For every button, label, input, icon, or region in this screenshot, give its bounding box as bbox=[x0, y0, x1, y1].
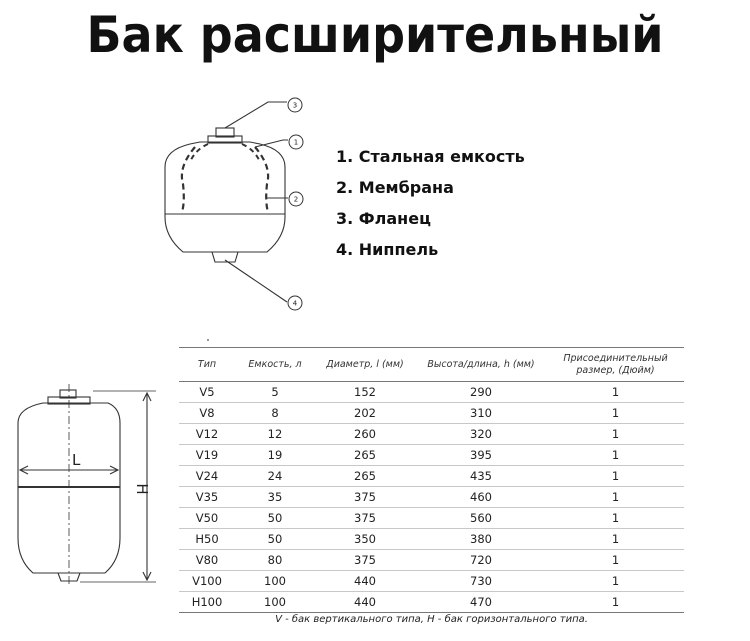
parts-legend bbox=[336, 146, 525, 270]
cell-height: 560 bbox=[415, 508, 547, 529]
cell-height: 380 bbox=[415, 529, 547, 550]
cell-connection: 1 bbox=[547, 592, 684, 613]
cell-height: 320 bbox=[415, 424, 547, 445]
callout-2: 2 bbox=[293, 195, 299, 204]
table-footnote: V - бак вертикального типа, H - бак горизонтального типа. bbox=[275, 614, 588, 625]
cell-height: 435 bbox=[415, 466, 547, 487]
cell-diameter: 265 bbox=[315, 466, 415, 487]
callout-4: 4 bbox=[292, 299, 298, 308]
cell-capacity: 50 bbox=[235, 508, 315, 529]
cell-connection: 1 bbox=[547, 550, 684, 571]
cell-diameter: 265 bbox=[315, 445, 415, 466]
col-header-height: Высота/длина, h (мм) bbox=[415, 348, 547, 382]
cell-connection: 1 bbox=[547, 508, 684, 529]
cell-type: H100 bbox=[179, 592, 235, 613]
cell-capacity: 8 bbox=[235, 403, 315, 424]
table-row bbox=[179, 529, 684, 550]
callout-3: 3 bbox=[292, 101, 298, 110]
cell-connection: 1 bbox=[547, 403, 684, 424]
cell-diameter: 375 bbox=[315, 487, 415, 508]
cell-type: V100 bbox=[179, 571, 235, 592]
cell-capacity: 35 bbox=[235, 487, 315, 508]
legend-item: 3. Фланец bbox=[336, 209, 431, 228]
cell-capacity: 12 bbox=[235, 424, 315, 445]
cell-type: V19 bbox=[179, 445, 235, 466]
cell-type: H50 bbox=[179, 529, 235, 550]
cell-capacity: 50 bbox=[235, 529, 315, 550]
cell-capacity: 5 bbox=[235, 382, 315, 403]
cell-height: 730 bbox=[415, 571, 547, 592]
cell-type: V5 bbox=[179, 382, 235, 403]
tank-cutaway-diagram bbox=[150, 92, 310, 322]
col-header-type: Тип bbox=[179, 348, 235, 382]
cell-diameter: 440 bbox=[315, 571, 415, 592]
cell-diameter: 440 bbox=[315, 592, 415, 613]
table-row bbox=[179, 592, 684, 613]
table-row bbox=[179, 487, 684, 508]
cell-connection: 1 bbox=[547, 487, 684, 508]
cell-type: V8 bbox=[179, 403, 235, 424]
table-row bbox=[179, 508, 684, 529]
cell-connection: 1 bbox=[547, 571, 684, 592]
cell-height: 310 bbox=[415, 403, 547, 424]
cell-height: 720 bbox=[415, 550, 547, 571]
cell-type: V80 bbox=[179, 550, 235, 571]
cell-capacity: 100 bbox=[235, 571, 315, 592]
height-label: H bbox=[133, 483, 151, 495]
cell-diameter: 350 bbox=[315, 529, 415, 550]
cell-connection: 1 bbox=[547, 466, 684, 487]
table-row bbox=[179, 424, 684, 445]
cell-height: 290 bbox=[415, 382, 547, 403]
cell-capacity: 19 bbox=[235, 445, 315, 466]
cell-capacity: 80 bbox=[235, 550, 315, 571]
legend-item: 4. Ниппель bbox=[336, 240, 439, 259]
cell-height: 460 bbox=[415, 487, 547, 508]
cell-diameter: 202 bbox=[315, 403, 415, 424]
cell-type: V12 bbox=[179, 424, 235, 445]
col-header-connection: Присоединительный размер, (Дюйм) bbox=[547, 348, 684, 382]
cell-connection: 1 bbox=[547, 529, 684, 550]
table-row bbox=[179, 445, 684, 466]
table-row bbox=[179, 466, 684, 487]
cell-diameter: 375 bbox=[315, 550, 415, 571]
table-row bbox=[179, 403, 684, 424]
cell-height: 395 bbox=[415, 445, 547, 466]
table-row bbox=[179, 571, 684, 592]
tank-dimension-diagram bbox=[8, 378, 168, 593]
cell-diameter: 260 bbox=[315, 424, 415, 445]
cell-type: V24 bbox=[179, 466, 235, 487]
table-row bbox=[179, 382, 684, 403]
stray-dot bbox=[207, 339, 209, 341]
cell-capacity: 100 bbox=[235, 592, 315, 613]
cell-connection: 1 bbox=[547, 445, 684, 466]
diameter-label: L bbox=[72, 451, 81, 469]
cell-type: V50 bbox=[179, 508, 235, 529]
cell-connection: 1 bbox=[547, 424, 684, 445]
col-header-capacity: Емкость, л bbox=[235, 348, 315, 382]
table-row bbox=[179, 550, 684, 571]
table-header-row bbox=[179, 348, 684, 382]
spec-table bbox=[179, 347, 684, 613]
legend-item: 1. Стальная емкость bbox=[336, 147, 525, 166]
cell-diameter: 152 bbox=[315, 382, 415, 403]
cell-height: 470 bbox=[415, 592, 547, 613]
cell-capacity: 24 bbox=[235, 466, 315, 487]
page-title: Бак расширительный bbox=[86, 6, 664, 64]
cell-type: V35 bbox=[179, 487, 235, 508]
cell-diameter: 375 bbox=[315, 508, 415, 529]
cell-connection: 1 bbox=[547, 382, 684, 403]
legend-item: 2. Мембрана bbox=[336, 178, 454, 197]
callout-1: 1 bbox=[293, 138, 299, 147]
col-header-diameter: Диаметр, l (мм) bbox=[315, 348, 415, 382]
